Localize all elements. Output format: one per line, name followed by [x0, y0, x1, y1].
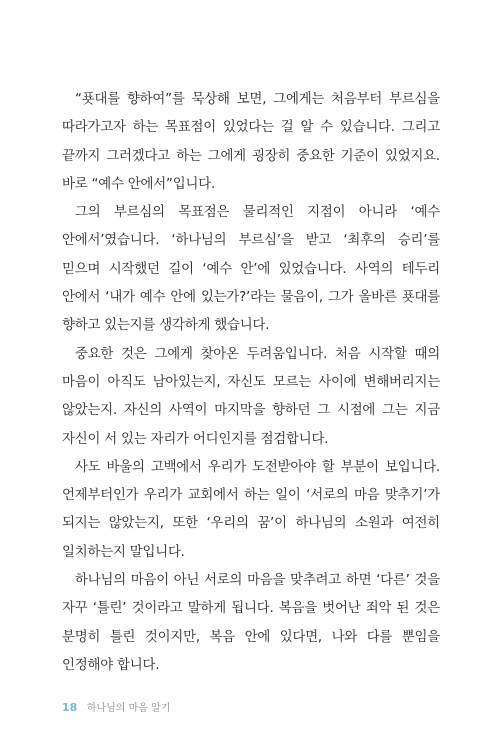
body-paragraph-2: 그의 부르심의 목표점은 물리적인 지점이 아니라 ‘예수 안에서’였습니다. ‘하나님의 부르심’을 받고 ‘최후의 승리’를 믿으며 시작했던 길이 ‘예수 안’에 있었습니다. 사역의 테두리 안에서 ‘내가 예수 안에 있는가?’라는 물음이, 그가 올바른 푯대를 향하고 있는지를 생각하게 했습니다. [62, 205, 440, 334]
body-paragraph-1: “푯대를 향하여”를 묵상해 보면, 그에게는 처음부터 부르심을 따라가고자 하는 목표점이 있었다는 걸 알 수 있습니다. 그리고 끝까지 그러겠다고 하는 그에게 굉장히 중요한 기준이 있었지요. 바로 “예수 안에서”입니다. [62, 92, 440, 192]
body-paragraph-5: 하나님의 마음이 아닌 서로의 마음을 맞추려고 하면 ‘다른’ 것을 자꾸 ‘틀린’ 것이라고 말하게 됩니다. 복음을 벗어난 죄악 된 것은 분명히 틀린 것이지만, 복음 안에 있다면, 나와 다를 뿐임을 인정해야 합니다. [62, 573, 440, 673]
running-book-title: 하나님의 마음 알기 [86, 703, 171, 714]
body-paragraph-4: 사도 바울의 고백에서 우리가 도전받아야 할 부분이 보입니다. 언제부터인가 우리가 교회에서 하는 일이 ‘서로의 마음 맞추기’가 되지는 않았는지, 또한 ‘우리의 꿈’이 하나님의 소원과 여전히 일치하는지 말입니다. [62, 459, 440, 560]
page-number: 18 [62, 701, 78, 714]
page-body [62, 86, 440, 680]
page-footer [62, 701, 170, 716]
body-paragraph-3: 중요한 것은 그에게 찾아온 두려움입니다. 처음 시작할 때의 마음이 아직도 남아있는지, 자신도 모르는 사이에 변해버리지는 않았는지. 자신의 사역이 마지막을 향하던 그 시점에 그는 지금 자신이 서 있는 자리가 어디인지를 점검합니다. [62, 346, 440, 447]
